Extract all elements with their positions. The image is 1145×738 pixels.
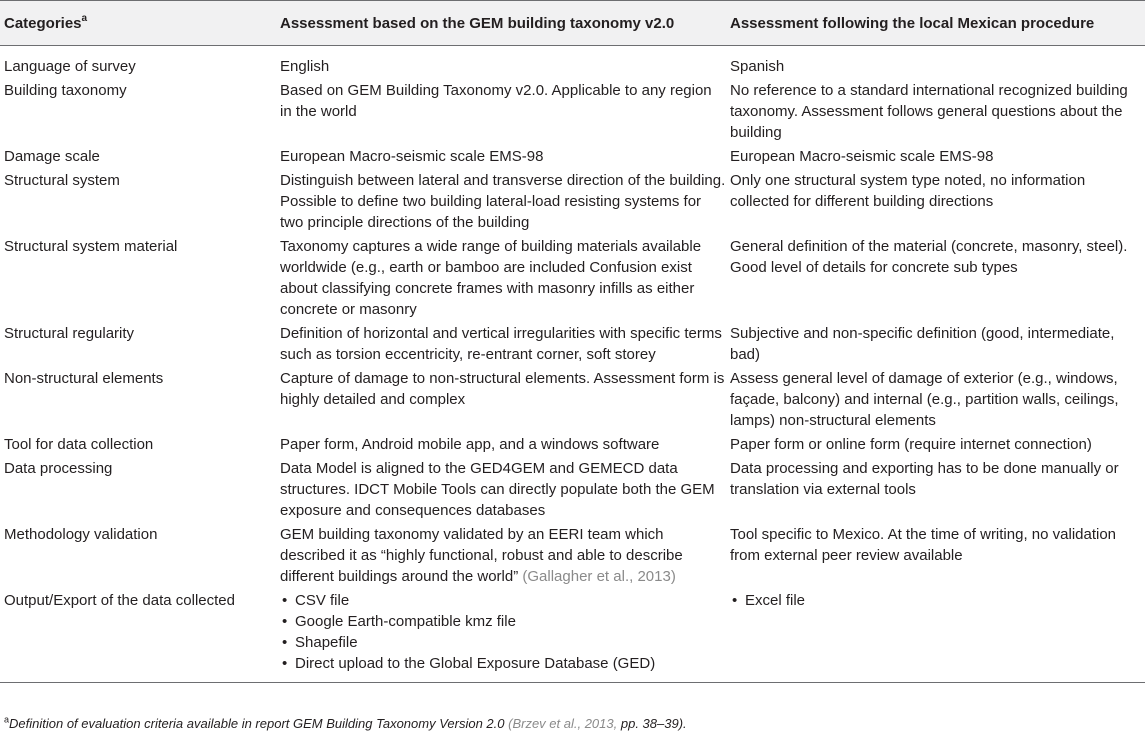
table-row xyxy=(0,589,1145,683)
row-category: Language of survey xyxy=(4,58,136,75)
row-gem-value: Taxonomy captures a wide range of building materials available worldwide (e.g., earth or bamboo are included Confusion exist about classifying concrete frames with masonry infills as either concrete or masonry xyxy=(280,238,702,318)
row-local-value: No reference to a standard international recognized building taxonomy. Assessment follows general questions about the building xyxy=(730,82,1128,141)
row-category: Non-structural elements xyxy=(4,370,164,387)
row-gem-value: Data Model is aligned to the GED4GEM and GEMECD data structures. IDCT Mobile Tools can directly populate both the GEM exposure and consequences databases xyxy=(280,460,715,519)
row-category: Damage scale xyxy=(4,148,100,165)
row-category: Structural regularity xyxy=(4,325,135,342)
row-local-value xyxy=(726,589,1145,683)
row-category: Structural system xyxy=(4,172,120,189)
table-row xyxy=(0,145,1145,169)
row-gem-value xyxy=(276,589,726,683)
table-header xyxy=(0,1,1145,46)
header-categories-label: Categories xyxy=(4,14,82,32)
row-gem-text: GEM building taxonomy validated by an EERI team which described it as “highly functional, robust and able to describe different buildings around the world” xyxy=(280,526,683,585)
list-item: • Shapefile xyxy=(280,632,726,653)
row-local-value: Only one structural system type noted, no information collected for different building directions xyxy=(730,172,1086,210)
footnote-pages: pp. 38–39). xyxy=(620,716,687,731)
row-gem-value xyxy=(276,523,726,589)
table-footnote xyxy=(4,715,687,733)
list-item: • CSV file xyxy=(280,590,726,611)
row-gem-value: English xyxy=(280,58,330,75)
footnote-text: Definition of evaluation criteria available in report GEM Building Taxonomy Version 2.0 xyxy=(9,716,505,731)
row-category: Tool for data collection xyxy=(4,436,154,453)
table-row xyxy=(0,457,1145,523)
list-item: • Excel file xyxy=(730,590,1145,611)
row-category: Building taxonomy xyxy=(4,82,127,99)
list-item: • Google Earth-compatible kmz file xyxy=(280,611,726,632)
row-local-value: European Macro-seismic scale EMS-98 xyxy=(730,148,994,165)
table-row xyxy=(0,433,1145,457)
row-category: Structural system material xyxy=(4,238,178,255)
row-category: Data processing xyxy=(4,460,113,477)
row-local-value: General definition of the material (concrete, masonry, steel). Good level of details for concrete sub types xyxy=(730,238,1128,276)
row-local-value: Paper form or online form (require internet connection) xyxy=(730,436,1092,453)
footnote-marker: a xyxy=(81,12,88,24)
table-row xyxy=(0,79,1145,145)
local-export-list xyxy=(730,590,1145,611)
footnote-citation-link[interactable]: (Brzev et al., 2013, xyxy=(508,716,618,731)
header-gem-assessment: Assessment based on the GEM building taxonomy v2.0 xyxy=(276,1,726,46)
row-gem-value: Based on GEM Building Taxonomy v2.0. Applicable to any region in the world xyxy=(280,82,712,120)
gem-export-list xyxy=(280,590,726,674)
row-local-value: Subjective and non-specific definition (good, intermediate, bad) xyxy=(730,325,1115,363)
row-local-value: Spanish xyxy=(730,58,785,75)
list-item: • Direct upload to the Global Exposure Database (GED) xyxy=(280,653,726,674)
row-category: Methodology validation xyxy=(4,526,158,543)
table-row xyxy=(0,367,1145,433)
table-row xyxy=(0,46,1145,79)
row-gem-value: European Macro-seismic scale EMS-98 xyxy=(280,148,544,165)
table-body xyxy=(0,46,1145,683)
row-local-value: Tool specific to Mexico. At the time of writing, no validation from external peer review available xyxy=(730,526,1117,564)
row-gem-value: Paper form, Android mobile app, and a windows software xyxy=(280,436,660,453)
table-row xyxy=(0,322,1145,367)
citation-link[interactable]: (Gallagher et al., 2013) xyxy=(522,568,676,585)
row-gem-value: Definition of horizontal and vertical irregularities with specific terms such as torsion eccentricity, re-entrant corner, soft storey xyxy=(280,325,722,363)
row-local-value: Assess general level of damage of exterior (e.g., windows, façade, balcony) and internal (e.g., partition walls, ceilings, lamps) non-structural elements xyxy=(730,370,1119,429)
table-row xyxy=(0,523,1145,589)
header-categories xyxy=(0,1,276,46)
row-category: Output/Export of the data collected xyxy=(0,589,276,683)
table-row xyxy=(0,169,1145,235)
footnote-marker: a xyxy=(4,714,10,725)
row-gem-value: Distinguish between lateral and transverse direction of the building. Possible to define two building lateral-load resisting systems for two principle directions of the building xyxy=(280,172,726,231)
table-row xyxy=(0,235,1145,322)
row-local-value: Data processing and exporting has to be done manually or translation via external tools xyxy=(730,460,1119,498)
header-local-assessment: Assessment following the local Mexican procedure xyxy=(726,1,1145,46)
header-row xyxy=(0,1,1145,46)
row-gem-value: Capture of damage to non-structural elements. Assessment form is highly detailed and complex xyxy=(280,370,725,408)
